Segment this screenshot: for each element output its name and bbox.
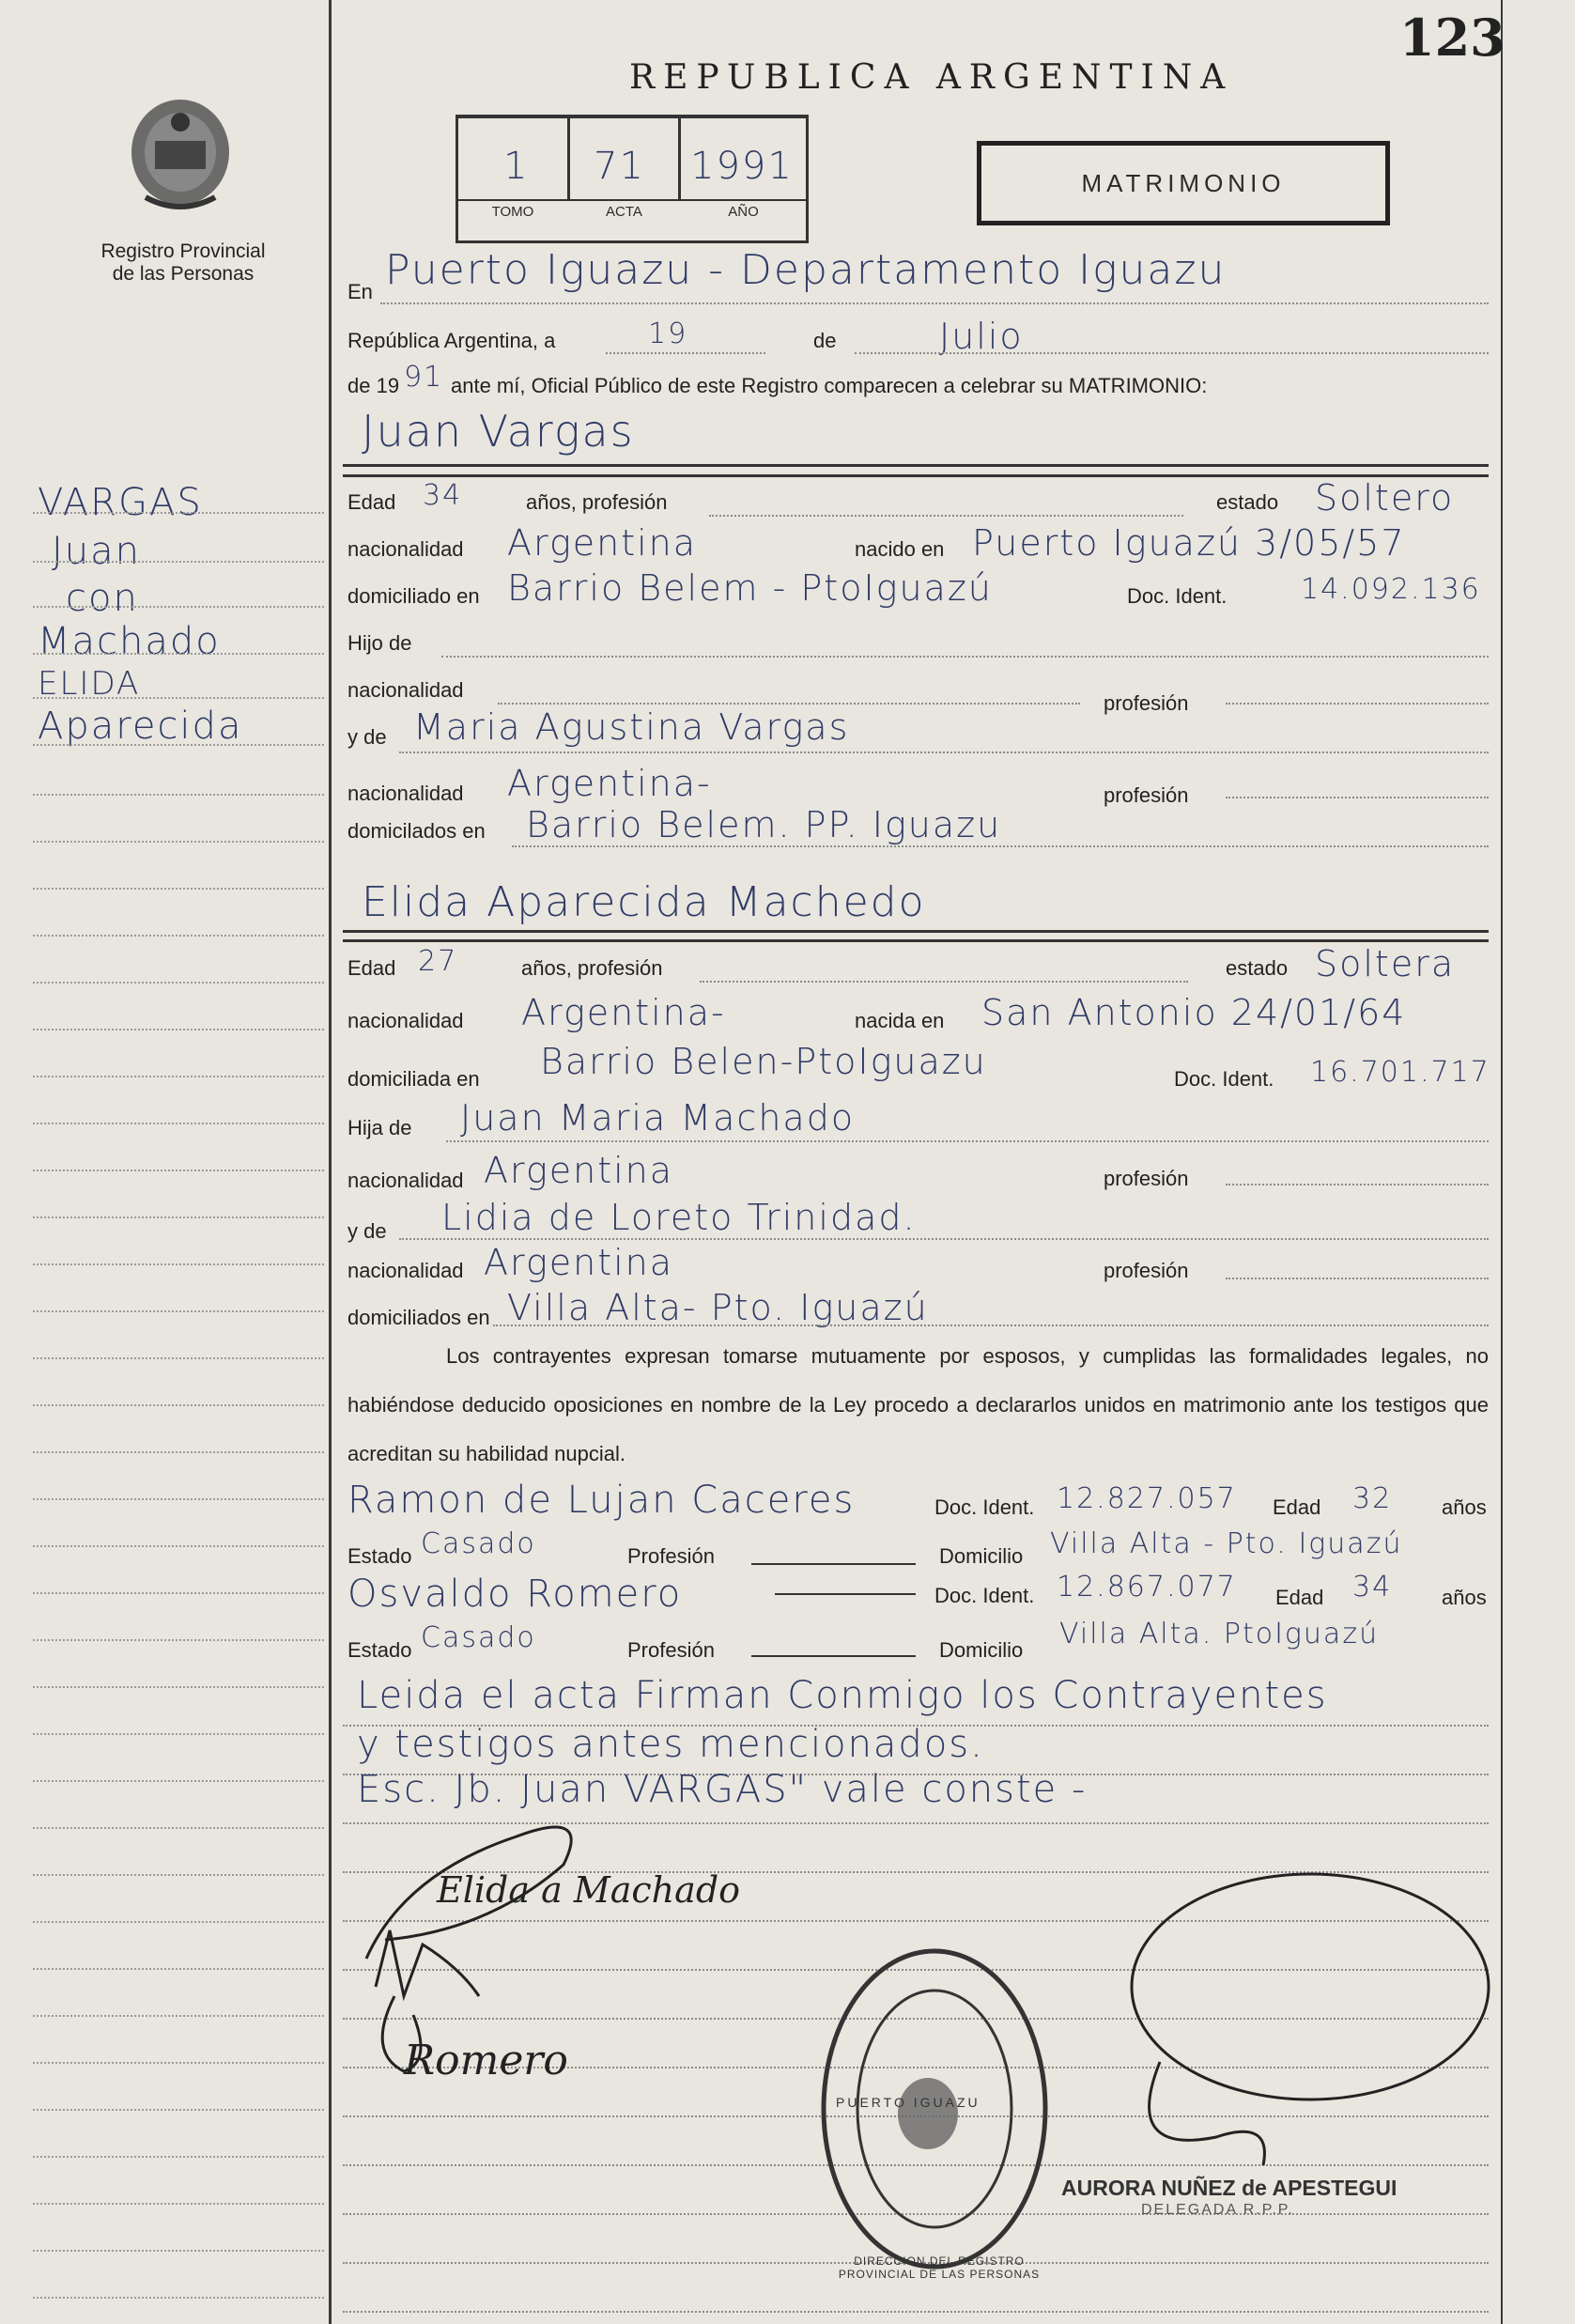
republic-label: República Argentina, a	[347, 329, 556, 352]
tomo-value: 1	[503, 145, 530, 188]
bride-father-nac-label: nacionalidad	[347, 1169, 464, 1192]
bride-mother-nac-label: nacionalidad	[347, 1259, 464, 1282]
place-value: Puerto Iguazu - Departamento Iguazu	[385, 246, 1227, 294]
witness1-edad: 32	[1352, 1482, 1393, 1515]
en-label: En	[347, 280, 373, 303]
witness1-edad-label: Edad	[1273, 1495, 1321, 1519]
bride-nacida: San Antonio 24/01/64	[981, 992, 1407, 1033]
groom-profesion-label: años, profesión	[526, 490, 668, 514]
month-value: Julio	[939, 316, 1024, 357]
groom-yde-label: y de	[347, 725, 387, 749]
witness1-name: Ramon de Lujan Caceres	[347, 1479, 856, 1522]
intro-statement: ante mí, Oficial Público de este Registro comparecen a celebrar su MATRIMONIO:	[451, 374, 1208, 397]
groom-dom-label: domiciliado en	[347, 584, 480, 608]
margin-note-line: VARGAS	[38, 481, 203, 524]
record-type-box: MATRIMONIO	[977, 141, 1390, 225]
groom-father-prof-label: profesión	[1104, 691, 1189, 715]
bride-signature: Elida a Machado	[437, 1869, 741, 1911]
witness1-domicilio: Villa Alta - Pto. Iguazú	[1050, 1527, 1403, 1560]
witness1-profesion-label: Profesión	[627, 1544, 715, 1568]
bride-hija-label: Hija de	[347, 1116, 412, 1139]
ano-label: AÑO	[728, 204, 759, 220]
acta-cell	[570, 118, 681, 199]
ano-value: 1991	[690, 145, 794, 188]
margin-note-line: Machado	[38, 620, 221, 663]
acta-value: 71	[594, 145, 645, 188]
witness2-doc-label: Doc. Ident.	[934, 1584, 1035, 1607]
witness2-domicilio: Villa Alta. PtoIguazú	[1059, 1618, 1380, 1650]
witness1-doc: 12.827.057	[1057, 1482, 1237, 1515]
bride-parents-dom: Villa Alta- Pto. Iguazú	[507, 1287, 929, 1328]
margin-note-line: Aparecida	[38, 705, 243, 748]
margin-note-line: con	[66, 577, 139, 620]
groom-mother-prof-label: profesión	[1104, 783, 1189, 807]
bride-mother: Lidia de Loreto Trinidad.	[441, 1197, 917, 1238]
tomo-label: TOMO	[491, 204, 534, 220]
closing-line: Esc. Jb. Juan VARGAS" vale conste -	[357, 1768, 1088, 1811]
bride-nacida-label: nacida en	[855, 1009, 945, 1032]
groom-parents-dom-label: domicilados en	[347, 819, 486, 843]
tomo-cell	[458, 118, 570, 199]
witness2-estado: Casado	[421, 1621, 536, 1654]
year-prefix: de 19	[347, 374, 400, 397]
groom-nac-label: nacionalidad	[347, 537, 464, 561]
groom-name: Juan Vargas	[362, 406, 635, 457]
registry-seal-icon	[127, 94, 235, 216]
bride-doc-label: Doc. Ident.	[1174, 1067, 1274, 1091]
right-rule	[1501, 0, 1503, 2324]
witness1-estado: Casado	[421, 1527, 536, 1560]
witness1-domicilio-label: Domicilio	[939, 1544, 1024, 1568]
registry-name-line1: Registro Provincial	[100, 240, 266, 262]
groom-doc: 14.092.136	[1301, 573, 1481, 606]
witness-signature: Romero	[404, 2037, 568, 2084]
bride-name: Elida Aparecida Machedo	[362, 878, 926, 926]
record-box	[456, 115, 809, 243]
page-number: 123	[1399, 8, 1506, 68]
de-label: de	[813, 329, 837, 352]
groom-mother: Maria Agustina Vargas	[413, 706, 850, 748]
witness2-estado-label: Estado	[347, 1638, 412, 1662]
bride-nac-label: nacionalidad	[347, 1009, 464, 1032]
bride-estado: Soltera	[1315, 943, 1456, 984]
margin-note-line: Juan	[52, 530, 142, 573]
acta-label: ACTA	[606, 204, 642, 220]
groom-edad-label: Edad	[347, 490, 396, 514]
bride-edad: 27	[418, 945, 458, 978]
bride-father-prof-label: profesión	[1104, 1167, 1189, 1190]
bride-edad-label: Edad	[347, 956, 396, 980]
official-title: DELEGADA R.P.P.	[1141, 2202, 1294, 2218]
groom-hijo-label: Hijo de	[347, 631, 412, 655]
registry-name-line2: de las Personas	[112, 263, 255, 285]
closing-line: Leida el acta Firman Conmigo los Contrayentes	[357, 1674, 1328, 1717]
official-name: AURORA NUÑEZ de APESTEGUI	[1061, 2176, 1397, 2200]
bride-mother-prof-label: profesión	[1104, 1259, 1189, 1282]
registry-name	[75, 240, 291, 286]
witness2-edad-label: Edad	[1275, 1586, 1324, 1609]
bride-mother-nac: Argentina	[484, 1242, 674, 1283]
bride-father-nac: Argentina	[484, 1150, 674, 1191]
bride-estado-label: estado	[1226, 956, 1289, 980]
witness2-profesion-label: Profesión	[627, 1638, 715, 1662]
declaration-text: Los contrayentes expresan tomarse mutuamente por esposos, y cumplidas las formalidades legales, no habiéndose deducido oposiciones en nombre de la Ley procedo a declararlos unidos en matrimonio ante los testigos que acreditan su habilidad nupcial.	[347, 1344, 1489, 1465]
witness1-estado-label: Estado	[347, 1544, 412, 1568]
bride-nacionalidad: Argentina-	[521, 992, 726, 1033]
groom-doc-label: Doc. Ident.	[1127, 584, 1228, 608]
margin-rule	[329, 0, 332, 2324]
groom-edad: 34	[423, 479, 463, 512]
groom-mother-nac: Argentina-	[507, 763, 712, 804]
groom-estado-label: estado	[1216, 490, 1279, 514]
witness1-anos-label: años	[1442, 1495, 1487, 1519]
bride-profesion-label: años, profesión	[521, 956, 663, 980]
groom-mother-nac-label: nacionalidad	[347, 782, 464, 805]
groom-nacido: Puerto Iguazú 3/05/57	[972, 522, 1406, 564]
bride-domicilio: Barrio Belen-PtoIguazu	[540, 1041, 987, 1082]
witness2-domicilio-label: Domicilio	[939, 1638, 1024, 1662]
bride-parents-dom-label: domiciliados en	[347, 1306, 490, 1329]
groom-nacionalidad: Argentina	[507, 522, 698, 564]
witness2-edad: 34	[1352, 1571, 1393, 1604]
groom-father-nac-label: nacionalidad	[347, 678, 464, 702]
country-title: REPUBLICA ARGENTINA	[629, 58, 1234, 97]
bride-doc: 16.701.717	[1310, 1056, 1490, 1089]
groom-domicilio: Barrio Belem - PtoIguazú	[507, 567, 993, 609]
stamp-inner-text: PUERTO IGUAZU	[836, 2095, 981, 2110]
witness2-anos-label: años	[1442, 1586, 1487, 1609]
bride-father: Juan Maria Machado	[460, 1097, 856, 1139]
bride-dom-label: domiciliada en	[347, 1067, 480, 1091]
stamp-text: DIRECCION DEL REGISTRO PROVINCIAL DE LAS PERSONAS	[838, 2254, 1041, 2281]
groom-parents-dom: Barrio Belem. PP. Iguazu	[526, 804, 1002, 845]
ano-cell	[681, 118, 806, 199]
day-value: 19	[648, 318, 688, 350]
witness2-doc: 12.867.077	[1057, 1571, 1237, 1604]
margin-note-line: ELIDA	[38, 665, 141, 703]
bride-yde-label: y de	[347, 1219, 387, 1243]
witness2-name: Osvaldo Romero	[347, 1573, 683, 1616]
official-signature	[1104, 1855, 1498, 2184]
year-suffix: 91	[404, 361, 444, 394]
signature-scribbles	[347, 1780, 657, 2090]
witness1-doc-label: Doc. Ident.	[934, 1495, 1035, 1519]
groom-estado: Soltero	[1315, 477, 1455, 519]
groom-nacido-label: nacido en	[855, 537, 945, 561]
closing-line: y testigos antes mencionados.	[357, 1723, 984, 1766]
